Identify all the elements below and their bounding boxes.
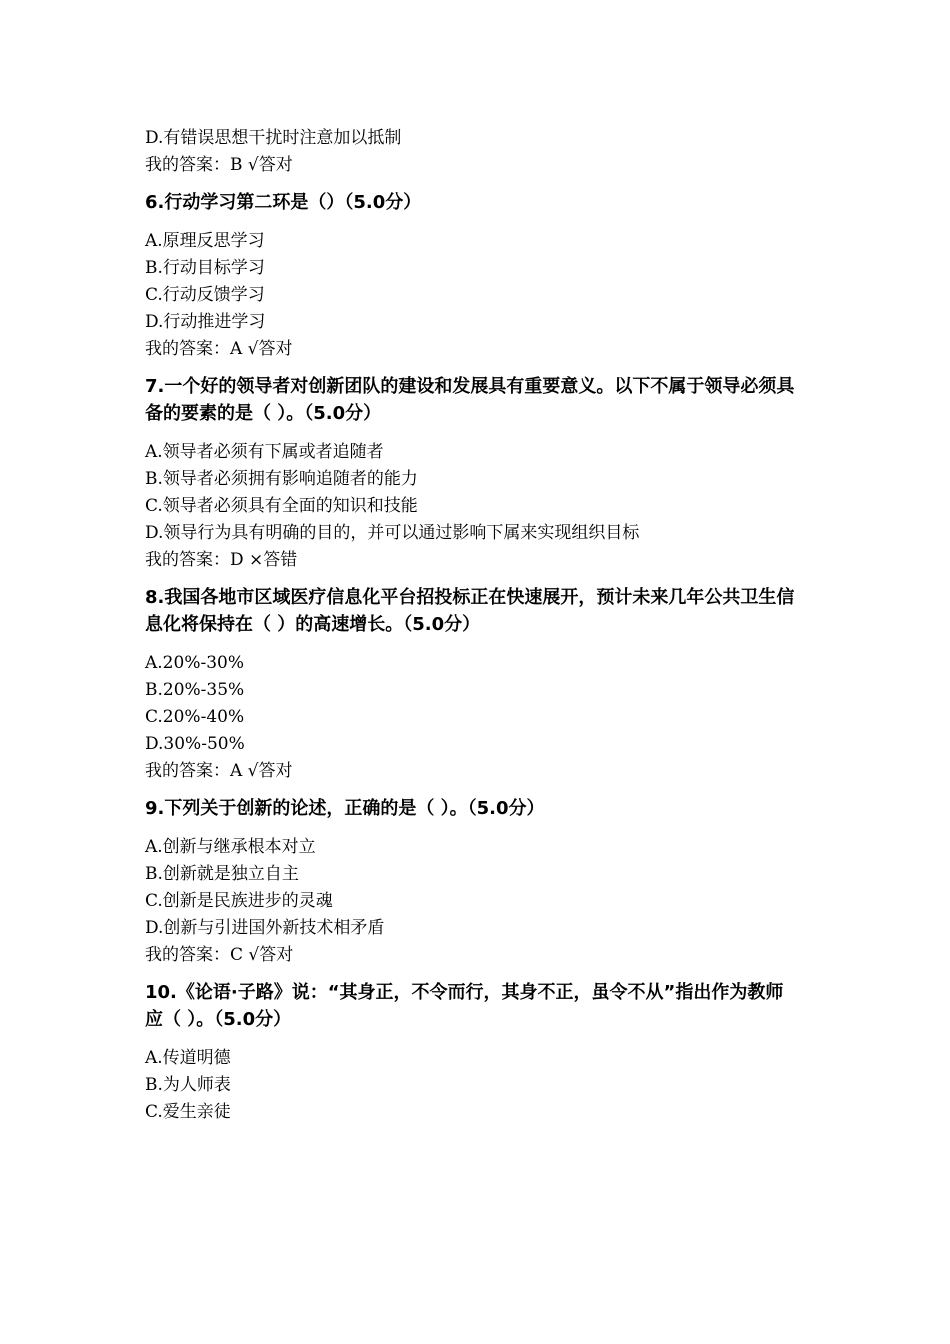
question-title: 10.《论语·子路》说：“其身正，不令而行，其身不正，虽令不从”指出作为教师应（ ）。（5.0分）: [145, 982, 784, 1030]
option-b: B.20%-35%: [145, 680, 245, 700]
question-10: [145, 979, 805, 1126]
option-b: B.为人师表: [145, 1075, 231, 1095]
my-answer: 我的答案：A √答对: [145, 761, 293, 781]
question-9: [145, 795, 805, 969]
question-title: 9.下列关于创新的论述，正确的是（ ）。（5.0分）: [145, 798, 545, 819]
option-d: D.30%-50%: [145, 734, 245, 754]
option-a: A.20%-30%: [145, 653, 244, 673]
option-c: C.行动反馈学习: [145, 285, 265, 305]
option-d: D.有错误思想干扰时注意加以抵制: [145, 128, 402, 148]
option-d: D.创新与引进国外新技术相矛盾: [145, 918, 385, 938]
question-title: 7.一个好的领导者对创新团队的建设和发展具有重要意义。以下不属于领导必须具备的要素的是（ ）。（5.0分）: [145, 376, 795, 424]
option-b: B.领导者必须拥有影响追随者的能力: [145, 469, 418, 489]
question-title: 8.我国各地市区域医疗信息化平台招投标正在快速展开，预计未来几年公共卫生信息化将保持在（ ）的高速增长。（5.0分）: [145, 587, 795, 635]
my-answer: 我的答案：C √答对: [145, 945, 294, 965]
question-title: 6.行动学习第二环是（）（5.0分）: [145, 192, 422, 213]
my-answer: 我的答案：B √答对: [145, 155, 293, 175]
option-c: C.爱生亲徒: [145, 1102, 231, 1122]
question-6: [145, 189, 805, 363]
option-b: B.行动目标学习: [145, 258, 265, 278]
option-a: A.领导者必须有下属或者追随者: [145, 442, 384, 462]
option-c: C.创新是民族进步的灵魂: [145, 891, 333, 911]
option-c: C.20%-40%: [145, 707, 245, 727]
my-answer: 我的答案：A √答对: [145, 339, 293, 359]
option-a: A.原理反思学习: [145, 231, 265, 251]
option-c: C.领导者必须具有全面的知识和技能: [145, 496, 418, 516]
option-a: A.传道明德: [145, 1048, 231, 1068]
my-answer: 我的答案：D ×答错: [145, 550, 298, 570]
option-d: D.领导行为具有明确的目的，并可以通过影响下属来实现组织目标: [145, 523, 640, 543]
previous-question-fragment: [145, 125, 805, 179]
option-b: B.创新就是独立自主: [145, 864, 299, 884]
question-8: [145, 584, 805, 785]
question-7: [145, 373, 805, 574]
option-d: D.行动推进学习: [145, 312, 266, 332]
document-page: [145, 125, 805, 1126]
option-a: A.创新与继承根本对立: [145, 837, 316, 857]
